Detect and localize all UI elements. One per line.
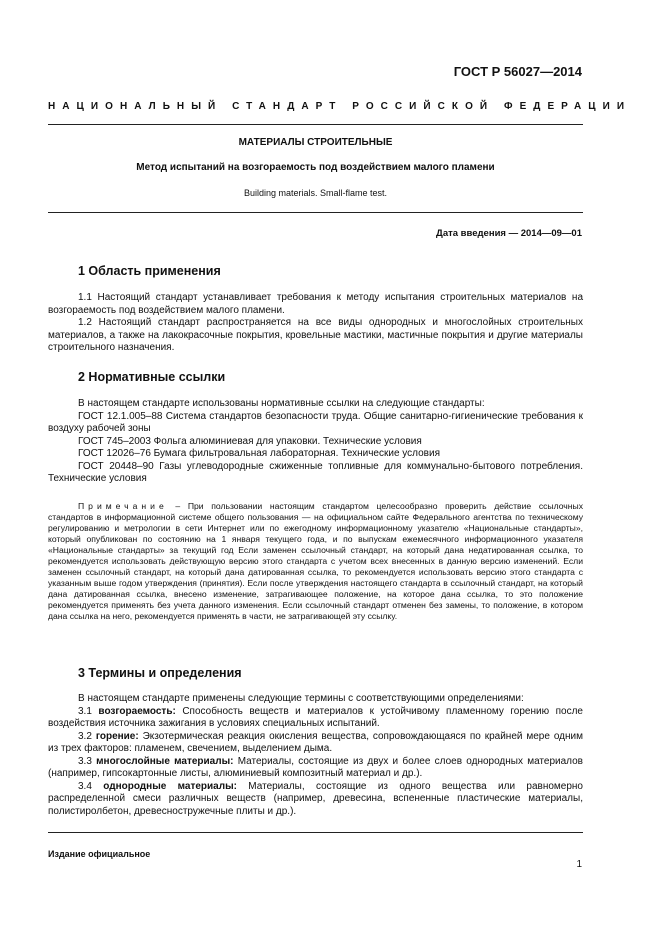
term-number: 3.4 [78, 780, 104, 792]
paragraph-1-2: 1.2 Настоящий стандарт распространяется на все виды однородных и многослойных строительных материалов, а также на лакокрасочные покрытия, кровельные мастики, мастичные покрытия и другие материалы строительного назначения. [48, 317, 583, 353]
term-definition: Способность веществ и материалов к устойчивому пламенному горению после воздействия источника зажигания в условиях специальных испытаний. [48, 705, 583, 729]
section-1-heading: 1 Область применения [78, 264, 221, 278]
term-3-2 [48, 731, 583, 756]
term-name: многослойные материалы: [96, 755, 234, 767]
term-name: горение: [95, 730, 139, 742]
references-intro: В настоящем стандарте использованы нормативные ссылки на следующие стандарты: [78, 398, 485, 409]
edition-label: Издание официальное [48, 849, 151, 859]
note-text: – При пользовании настоящим стандартом целесообразно проверить действие ссылочных стандартов в информационной системе общего пользования — на официальном сайте Федерального агентства по техническому регулированию и метрологии в сети Интернет или по ежегодному информационному указателю «Национальные стандарты», который опубликован по состоянию на 1 января текущего года, и по выпускам ежемесячного информационного указателя «Национальные стандарты» за текущий год Если заменен ссылочный стандарт, на который дана недатированная ссылка, то рекомендуется использовать действующую версию этого стандарта с учетом всех внесенных в данную версию изменений. Если заменен ссылочный стандарт, на который дана датированная ссылка, то рекомендуется использовать версию этого стандарта с указанным выше годом утверждения (принятия). Если после утверждения настоящего стандарта в ссылочный стандарт, на который дана датированная ссылка, внесено изменение, затрагивающее положение, на которое дана ссылка, то это положение рекомендуется применять без учета данного изменения. Если ссылочный стандарт отменен без замены, то положение, в котором дана ссылка на него, рекомендуется применять в части, не затрагивающей эту ссылку. [48, 501, 583, 621]
term-number: 3.3 [78, 755, 97, 767]
section-1-body [48, 292, 583, 355]
reference-gost-20448: ГОСТ 20448–90 Газы углеводородные сжиженные топливные для коммунально-бытового потребления. Технические условия [48, 460, 583, 484]
document-subtitle: Метод испытаний на возгораемость под воздействием малого пламени [136, 162, 495, 173]
note-paragraph [48, 501, 583, 622]
terms-intro: В настоящем стандарте применены следующие термины с соответствующими определениями: [78, 693, 524, 704]
section-3-heading: 3 Термины и определения [78, 666, 242, 680]
reference-gost-745: ГОСТ 745–2003 Фольга алюминиевая для упаковки. Технические условия [78, 435, 422, 447]
reference-gost-12026: ГОСТ 12026–76 Бумага фильтровальная лабораторная. Технические условия [78, 448, 440, 459]
top-rule [48, 124, 583, 125]
term-3-1 [48, 706, 583, 731]
introduction-date: Дата введения — 2014—09—01 [436, 228, 582, 239]
term-number: 3.1 [78, 705, 99, 717]
section-2-heading: 2 Нормативные ссылки [78, 370, 226, 384]
title-rule [48, 212, 583, 213]
page-number: 1 [576, 859, 582, 870]
footer-rule [48, 832, 583, 833]
national-standard-banner: НАЦИОНАЛЬНЫЙ СТАНДАРТ РОССИЙСКОЙ ФЕДЕРАЦИИ [48, 101, 632, 112]
term-definition: Материалы, состоящие из двух и более слоев однородных материалов (например, гипсокартонные листы, алюминиевый композитный материал и др.). [48, 755, 583, 779]
term-3-3 [48, 756, 583, 781]
term-definition: Экзотермическая реакция окисления вещества, сопровождающаяся по крайней мере одним из трех факторов: пламенем, свечением, выделением дыма. [48, 730, 583, 754]
term-name: однородные материалы: [103, 780, 237, 792]
note-label: Примечание [78, 501, 168, 511]
reference-gost-12-1-005: ГОСТ 12.1.005–88 Система стандартов безопасности труда. Общие санитарно-гигиенические требования к воздуху рабочей зоны [48, 410, 583, 434]
section-2-body [48, 398, 583, 486]
section-3-body [48, 693, 583, 818]
term-number: 3.2 [78, 730, 96, 742]
term-3-4 [48, 781, 583, 819]
term-name: возгораемость: [98, 705, 176, 717]
term-definition: Материалы, состоящие из одного вещества или равномерно распределенной смеси различных веществ (например, древесина, вспененные пластические материалы, полистиролбетон, древесностружечные плиты и др.). [48, 780, 583, 817]
english-title: Building materials. Small-flame test. [243, 188, 388, 198]
standard-number: ГОСТ Р 56027—2014 [453, 64, 582, 79]
paragraph-1-1: 1.1 Настоящий стандарт устанавливает требования к методу испытания строительных материалов на возгораемость под воздействием малого пламени. [48, 292, 583, 316]
document-title: МАТЕРИАЛЫ СТРОИТЕЛЬНЫЕ [238, 137, 393, 148]
